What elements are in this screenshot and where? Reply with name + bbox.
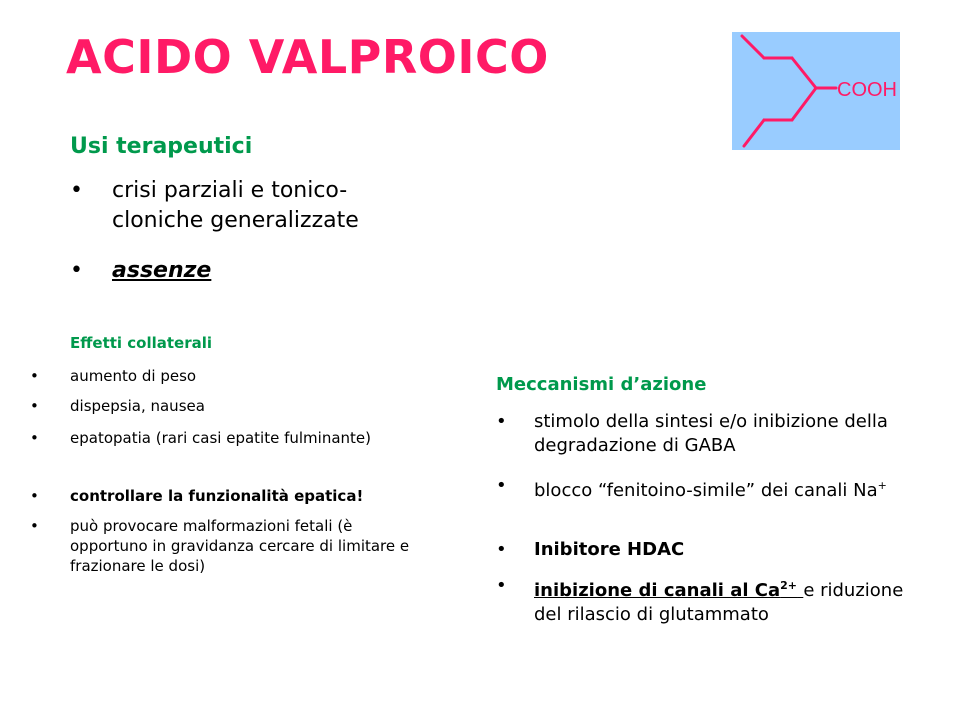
effetti-item-3: epatopatia (rari casi epatite fulminante) bbox=[70, 429, 371, 447]
list-item bbox=[30, 516, 430, 576]
meccanismi-item-1: stimolo della sintesi e/o inibizione della degradazione di GABA bbox=[534, 411, 888, 456]
effetti-item-1: aumento di peso bbox=[70, 367, 197, 385]
bond-7 bbox=[744, 120, 764, 146]
effetti-item-4: controllare la funzionalità epatica! bbox=[70, 487, 364, 505]
meccanismi-heading: Meccanismi d’azione bbox=[496, 374, 707, 395]
list-item bbox=[496, 410, 936, 458]
bullet: • bbox=[496, 539, 507, 560]
list-item bbox=[70, 176, 400, 236]
molecule-diagram bbox=[732, 32, 900, 150]
list-item bbox=[496, 474, 936, 503]
effetti-item-2: dispepsia, nausea bbox=[70, 397, 205, 415]
cooh-label: COOH bbox=[837, 79, 897, 101]
usi-terapeutici-heading: Usi terapeutici bbox=[70, 134, 253, 159]
list-item bbox=[30, 396, 440, 416]
bond-1 bbox=[742, 36, 764, 58]
meccanismi-item-4 bbox=[534, 574, 936, 627]
meccanismi-item-4-underlined bbox=[534, 580, 803, 601]
list-item bbox=[30, 366, 440, 386]
effetti-item-5: può provocare malformazioni fetali (è opportuno in gravidanza cercare di limitare e frazionare le dosi) bbox=[70, 517, 410, 575]
list-item bbox=[30, 486, 440, 506]
ca-charge: 2+ bbox=[780, 579, 798, 592]
bullet: • bbox=[30, 517, 39, 535]
usi-item-1: crisi parziali e tonico-cloniche generalizzate bbox=[112, 178, 359, 233]
bullet: • bbox=[30, 429, 39, 447]
valproic-acid-structure bbox=[732, 32, 900, 150]
bond-3 bbox=[792, 58, 816, 88]
slide-title: ACIDO VALPROICO bbox=[66, 30, 549, 84]
bullet: • bbox=[30, 397, 39, 415]
list-item bbox=[30, 428, 440, 448]
meccanismi-item-2 bbox=[534, 474, 936, 503]
bond-5 bbox=[792, 88, 816, 120]
bullet: • bbox=[70, 258, 83, 283]
bullet: • bbox=[70, 178, 83, 203]
list-item bbox=[496, 574, 936, 627]
meccanismi-item-3: Inibitore HDAC bbox=[534, 539, 685, 560]
bullet: • bbox=[496, 475, 507, 496]
meccanismi-item-2-text: blocco “fenitoino-simile” dei canali Na bbox=[534, 480, 878, 501]
na-charge: + bbox=[877, 479, 887, 492]
ca-channel-text: inibizione di canali al Ca bbox=[534, 580, 781, 601]
usi-item-2: assenze bbox=[112, 258, 212, 283]
bullet: • bbox=[496, 575, 507, 596]
list-item bbox=[70, 256, 400, 286]
bullet: • bbox=[30, 487, 39, 505]
bullet: • bbox=[496, 411, 507, 432]
list-item bbox=[496, 538, 936, 562]
effetti-heading: Effetti collaterali bbox=[70, 334, 213, 352]
meccanismi-item-4-rest: e riduzione del rilascio di glutammato bbox=[534, 580, 904, 625]
bullet: • bbox=[30, 367, 39, 385]
